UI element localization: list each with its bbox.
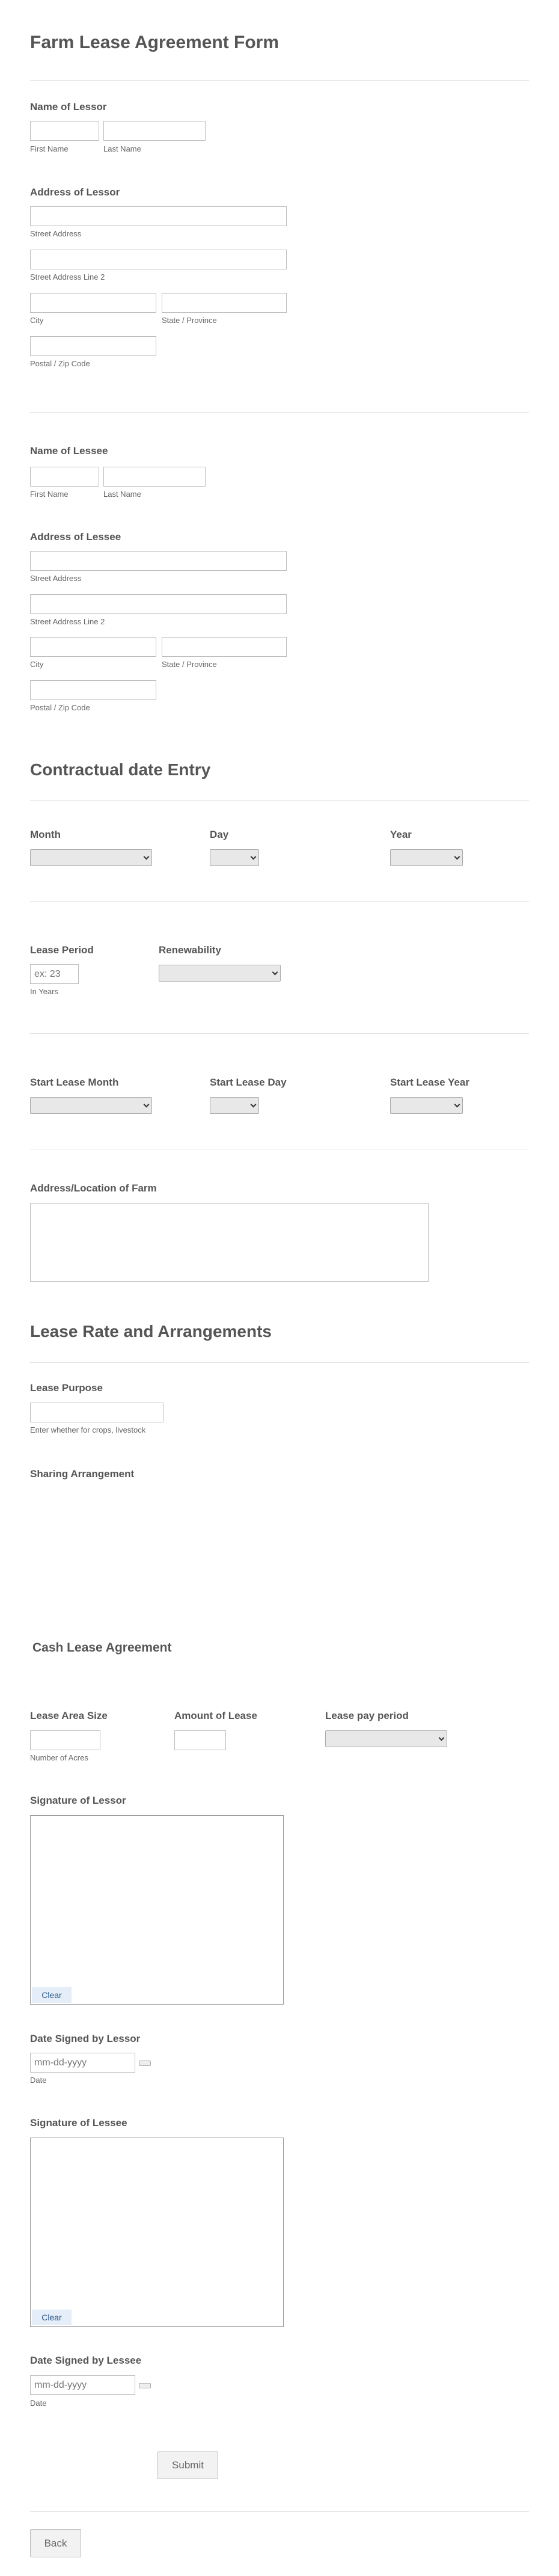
- divider: [30, 1362, 529, 1363]
- city-sublabel: City: [30, 660, 44, 669]
- date-lessor-input[interactable]: [30, 2053, 135, 2073]
- amount-of-lease-label: Amount of Lease: [174, 1710, 257, 1721]
- lease-period-input[interactable]: [30, 964, 79, 984]
- street2-sublabel: Street Address Line 2: [30, 617, 105, 626]
- state-sublabel: State / Province: [162, 316, 217, 325]
- lessor-state-input[interactable]: [162, 293, 287, 313]
- back-button[interactable]: Back: [30, 2529, 81, 2557]
- contract-month-label: Month: [30, 829, 61, 840]
- lessor-city-input[interactable]: [30, 293, 156, 313]
- divider: [30, 412, 529, 413]
- lessee-street-input[interactable]: [30, 551, 287, 571]
- lessor-street-input[interactable]: [30, 206, 287, 226]
- contract-year-label: Year: [390, 829, 412, 840]
- lease-purpose-sublabel: Enter whether for crops, livestock: [30, 1425, 146, 1434]
- city-sublabel: City: [30, 316, 44, 325]
- calendar-icon[interactable]: [139, 2383, 151, 2388]
- lessor-postal-input[interactable]: [30, 336, 156, 356]
- date-lessor-sublabel: Date: [30, 2076, 47, 2085]
- date-lessor-label: Date Signed by Lessor: [30, 2033, 141, 2044]
- street-sublabel: Street Address: [30, 574, 82, 583]
- calendar-icon[interactable]: [139, 2061, 151, 2066]
- start-lease-month-select[interactable]: [30, 1097, 152, 1114]
- lessee-street2-input[interactable]: [30, 594, 287, 614]
- last-name-sublabel: Last Name: [103, 144, 141, 153]
- last-name-sublabel: Last Name: [103, 490, 141, 499]
- divider: [30, 80, 529, 81]
- lease-period-sublabel: In Years: [30, 987, 58, 996]
- signature-lessee-pad[interactable]: [30, 2138, 284, 2327]
- lessor-address-label: Address of Lessor: [30, 186, 120, 198]
- divider: [30, 901, 529, 902]
- postal-sublabel: Postal / Zip Code: [30, 703, 90, 712]
- signature-lessee-label: Signature of Lessee: [30, 2117, 127, 2129]
- start-lease-day-label: Start Lease Day: [210, 1077, 287, 1088]
- date-lessee-label: Date Signed by Lessee: [30, 2355, 142, 2366]
- lessee-state-input[interactable]: [162, 637, 287, 657]
- lessee-city-input[interactable]: [30, 637, 156, 657]
- first-name-sublabel: First Name: [30, 490, 69, 499]
- submit-button[interactable]: Submit: [157, 2452, 218, 2479]
- street2-sublabel: Street Address Line 2: [30, 272, 105, 281]
- lessee-postal-input[interactable]: [30, 680, 156, 700]
- lease-area-input[interactable]: [30, 1730, 100, 1750]
- chevron-down-icon: [454, 854, 460, 860]
- cash-lease-heading: Cash Lease Agreement: [32, 1641, 172, 1655]
- date-lessee-input[interactable]: [30, 2375, 135, 2395]
- lessor-first-name-input[interactable]: [30, 121, 99, 141]
- start-lease-year-label: Start Lease Year: [390, 1077, 469, 1088]
- lessee-first-name-input[interactable]: [30, 467, 99, 487]
- start-lease-month-label: Start Lease Month: [30, 1077, 119, 1088]
- amount-of-lease-input[interactable]: [174, 1730, 226, 1750]
- farm-location-label: Address/Location of Farm: [30, 1182, 157, 1194]
- signature-lessor-pad[interactable]: [30, 1815, 284, 2005]
- clear-signature-button[interactable]: Clear: [32, 1987, 72, 2003]
- state-sublabel: State / Province: [162, 660, 217, 669]
- signature-lessor-label: Signature of Lessor: [30, 1795, 126, 1806]
- lessor-street2-input[interactable]: [30, 250, 287, 269]
- chevron-down-icon: [144, 854, 150, 860]
- chevron-down-icon: [144, 1102, 150, 1108]
- pay-period-select[interactable]: [325, 1730, 447, 1747]
- form-title: Farm Lease Agreement Form: [30, 32, 280, 52]
- chevron-down-icon: [251, 854, 257, 860]
- street-sublabel: Street Address: [30, 229, 82, 238]
- lessee-last-name-input[interactable]: [103, 467, 206, 487]
- lease-area-label: Lease Area Size: [30, 1710, 108, 1721]
- pay-period-label: Lease pay period: [325, 1710, 409, 1721]
- postal-sublabel: Postal / Zip Code: [30, 359, 90, 368]
- lease-rate-heading: Lease Rate and Arrangements: [30, 1322, 272, 1341]
- renewability-select[interactable]: [159, 965, 281, 982]
- start-lease-day-select[interactable]: [210, 1097, 259, 1114]
- contract-date-heading: Contractual date Entry: [30, 760, 211, 779]
- contract-year-select[interactable]: [390, 849, 463, 866]
- contract-month-select[interactable]: [30, 849, 152, 866]
- renewability-label: Renewability: [159, 944, 221, 956]
- lessor-last-name-input[interactable]: [103, 121, 206, 141]
- lessee-name-label: Name of Lessee: [30, 445, 108, 456]
- lease-purpose-input[interactable]: [30, 1403, 163, 1422]
- sharing-arrangement-label: Sharing Arrangement: [30, 1468, 135, 1480]
- start-lease-year-select[interactable]: [390, 1097, 463, 1114]
- divider: [30, 1033, 529, 1034]
- clear-signature-button[interactable]: Clear: [32, 2310, 72, 2325]
- chevron-down-icon: [439, 1735, 445, 1741]
- date-lessee-sublabel: Date: [30, 2399, 47, 2408]
- lease-purpose-label: Lease Purpose: [30, 1382, 103, 1394]
- first-name-sublabel: First Name: [30, 144, 69, 153]
- lessor-name-label: Name of Lessor: [30, 101, 107, 112]
- contract-day-select[interactable]: [210, 849, 259, 866]
- lessee-address-label: Address of Lessee: [30, 531, 121, 543]
- chevron-down-icon: [251, 1102, 257, 1108]
- contract-day-label: Day: [210, 829, 229, 840]
- divider: [30, 2511, 529, 2512]
- chevron-down-icon: [272, 970, 278, 976]
- chevron-down-icon: [454, 1102, 460, 1108]
- lease-period-label: Lease Period: [30, 944, 94, 956]
- divider: [30, 800, 529, 801]
- farm-location-textarea[interactable]: [30, 1203, 429, 1282]
- lease-area-sublabel: Number of Acres: [30, 1753, 88, 1762]
